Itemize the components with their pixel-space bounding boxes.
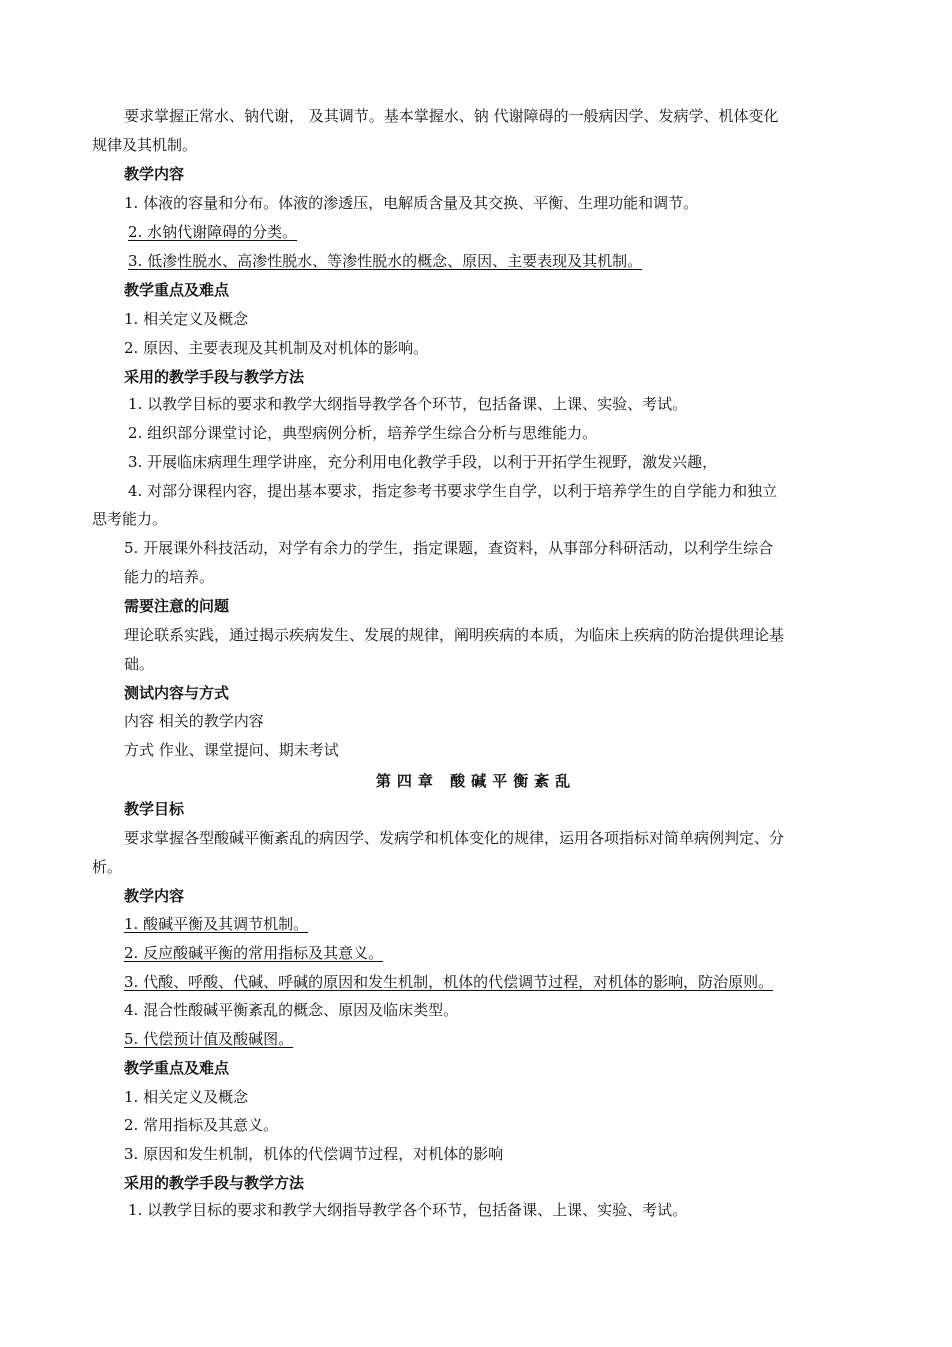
content2-item-3: 3. 代酸、呼酸、代碱、呼碱的原因和发生机制，机体的代偿调节过程，对机体的影响，防治原则。 <box>124 973 774 991</box>
key-point-1: 1. 相关定义及概念 <box>124 310 249 328</box>
key-point2-3: 3. 原因和发生机制，机体的代偿调节过程，对机体的影响 <box>124 1145 504 1163</box>
method-item-1: 1. 以教学目标的要求和教学大纲指导教学各个环节，包括备课、上课、实验、考试。 <box>128 395 688 413</box>
section-heading-key-points-2: 教学重点及难点 <box>124 1059 230 1077</box>
objective2-paragraph-line-1: 要求掌握各型酸碱平衡紊乱的病因学、发病学和机体变化的规律，运用各项指标对简单病例判定、分 <box>124 829 785 847</box>
content2-item-1: 1. 酸碱平衡及其调节机制。 <box>124 915 309 933</box>
objective-paragraph-line-1: 要求掌握正常水、钠代谢， 及其调节。基本掌握水、钠 代谢障碍的一般病因学、发病学、机体变化 <box>124 107 779 125</box>
chapter-title: 第四章 酸碱平衡紊乱 <box>375 772 577 790</box>
testing-content: 内容 相关的教学内容 <box>124 712 264 730</box>
objective-paragraph-line-2: 规律及其机制。 <box>92 136 198 154</box>
key-point2-2: 2. 常用指标及其意义。 <box>124 1116 279 1134</box>
objective2-paragraph-line-2: 析。 <box>92 858 123 876</box>
content2-item-4: 4. 混合性酸碱平衡紊乱的概念、原因及临床类型。 <box>124 1001 459 1019</box>
content-item-2: 2. 水钠代谢障碍的分类。 <box>128 223 298 241</box>
section-heading-testing: 测试内容与方式 <box>124 684 230 702</box>
content-item-1: 1. 体液的容量和分布。体液的渗透压，电解质含量及其交换、平衡、生理功能和调节。 <box>124 194 699 212</box>
content2-item-5: 5. 代偿预计值及酸碱图。 <box>124 1030 294 1048</box>
section-heading-teaching-methods: 采用的教学手段与教学方法 <box>124 368 305 386</box>
section-heading-key-points: 教学重点及难点 <box>124 281 230 299</box>
method2-item-1: 1. 以教学目标的要求和教学大纲指导教学各个环节，包括备课、上课、实验、考试。 <box>128 1201 688 1219</box>
method-item-2: 2. 组织部分课堂讨论，典型病例分析，培养学生综合分析与思维能力。 <box>128 424 598 442</box>
method-item-5-line-2: 能力的培养。 <box>124 568 215 586</box>
section-heading-notes: 需要注意的问题 <box>124 597 230 615</box>
notes-paragraph-line-2: 础。 <box>124 655 155 673</box>
content2-item-2: 2. 反应酸碱平衡的常用指标及其意义。 <box>124 944 384 962</box>
section-heading-teaching-content-2: 教学内容 <box>124 887 185 905</box>
method-item-4-line-1: 4. 对部分课程内容，提出基本要求，指定参考书要求学生自学，以利于培养学生的自学能力和独立 <box>128 482 778 500</box>
key-point-2: 2. 原因、主要表现及其机制及对机体的影响。 <box>124 339 429 357</box>
notes-paragraph-line-1: 理论联系实践，通过揭示疾病发生、发展的规律，阐明疾病的本质，为临床上疾病的防治提供理论基 <box>124 626 785 644</box>
section-heading-teaching-objective: 教学目标 <box>124 800 185 818</box>
method-item-3: 3. 开展临床病理生理学讲座，充分利用电化教学手段，以利于开拓学生视野，激发兴趣， <box>128 453 718 471</box>
section-heading-teaching-methods-2: 采用的教学手段与教学方法 <box>124 1174 305 1192</box>
testing-method: 方式 作业、课堂提问、期末考试 <box>124 741 339 759</box>
key-point2-1: 1. 相关定义及概念 <box>124 1088 249 1106</box>
method-item-4-line-2: 思考能力。 <box>92 510 168 528</box>
method-item-5-line-1: 5. 开展课外科技活动，对学有余力的学生，指定课题，查资料，从事部分科研活动，以利学生综合 <box>124 539 774 557</box>
section-heading-teaching-content: 教学内容 <box>124 165 185 183</box>
content-item-3: 3. 低渗性脱水、高渗性脱水、等渗性脱水的概念、原因、主要表现及其机制。 <box>128 252 643 270</box>
